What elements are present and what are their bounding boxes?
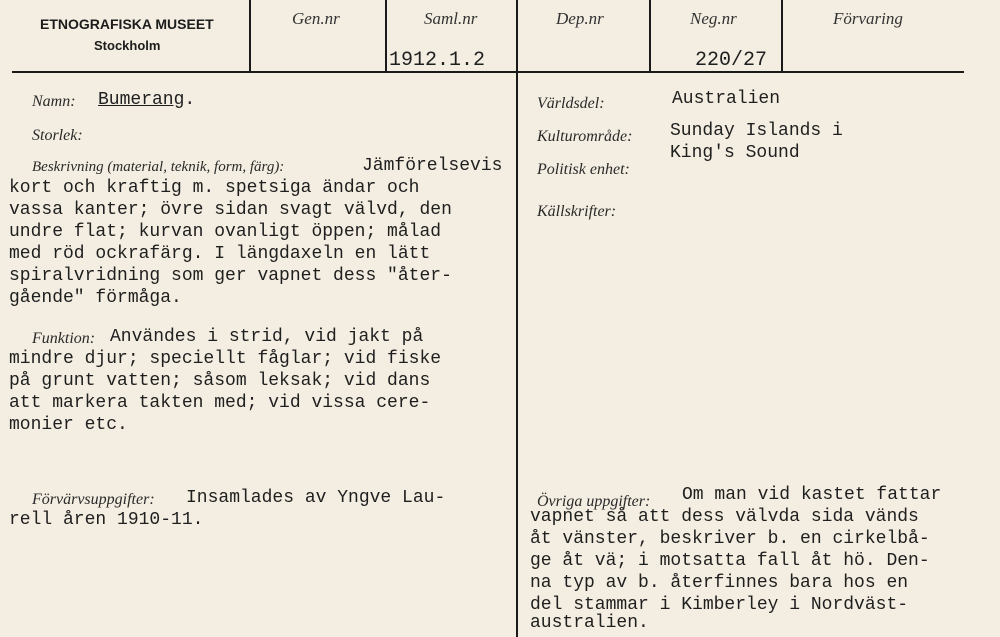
ovriga-line: del stammar i Kimberley i Nordväst- (530, 595, 909, 615)
header-forvaring-label: Förvaring (833, 9, 903, 28)
header-divider-4 (649, 0, 651, 72)
beskrivning-label: Beskrivning (material, teknik, form, färg): (32, 159, 285, 175)
header-saml-nr-label: Saml.nr (424, 9, 478, 28)
header-gen-nr-label: Gen.nr (292, 9, 340, 28)
kallskrifter-label: Källskrifter: (537, 203, 617, 220)
namn-text: Bumerang (98, 90, 185, 110)
ovriga-line: australien. (530, 613, 649, 633)
body-center-divider (516, 72, 518, 637)
beskrivning-line: vassa kanter; övre sidan svagt välvd, den (9, 200, 452, 220)
funktion-first-line: Användes i strid, vid jakt på (110, 327, 424, 347)
funktion-line: på grunt vatten; såsom leksak; vid dans (9, 371, 431, 391)
funktion-line: att markera takten med; vid vissa cere- (9, 393, 431, 413)
beskrivning-line: kort och kraftig m. spetsiga ändar och (9, 178, 420, 198)
funktion-label: Funktion: (32, 330, 96, 347)
header-divider-2 (385, 0, 387, 72)
header-divider-1 (249, 0, 251, 72)
saml-nr-value: 1912.1.2 (389, 49, 486, 72)
funktion-line: mindre djur; speciellt fåglar; vid fiske (9, 349, 442, 369)
kulturomrade-label: Kulturområde: (537, 128, 633, 145)
forvarv-label: Förvärvsuppgifter: (32, 491, 155, 508)
header-neg-nr-label: Neg.nr (690, 9, 737, 28)
museum-name: ETNOGRAFISKA MUSEET (40, 16, 214, 32)
namn-value (98, 89, 195, 111)
header-dep-nr-label: Dep.nr (556, 9, 604, 28)
ovriga-first-line: Om man vid kastet fattar (682, 485, 942, 505)
header-divider-3 (516, 0, 518, 72)
varldsdel-label: Världsdel: (537, 95, 605, 112)
politisk-enhet-label: Politisk enhet: (537, 161, 630, 178)
ovriga-label: Övriga uppgifter: (537, 493, 651, 510)
beskrivning-line: undre flat; kurvan ovanligt öppen; målad (9, 222, 442, 242)
header-bottom-rule (12, 71, 964, 73)
kulturomrade-value-line2: King's Sound (670, 143, 800, 163)
ovriga-line: na typ av b. återfinnes bara hos en (530, 573, 909, 593)
ovriga-line: åt vänster, beskriver b. en cirkelbå- (530, 529, 930, 549)
header-divider-5 (781, 0, 783, 72)
namn-label: Namn: (32, 93, 76, 110)
funktion-line: monier etc. (9, 415, 128, 435)
beskrivning-line: gående" förmåga. (9, 288, 182, 308)
varldsdel-value: Australien (672, 89, 781, 109)
neg-nr-value: 220/27 (695, 49, 768, 72)
storlek-label: Storlek: (32, 127, 83, 144)
namn-suffix: . (184, 90, 196, 110)
ovriga-line: ge åt vä; i motsatta fall åt hö. Den- (530, 551, 930, 571)
museum-city: Stockholm (94, 38, 161, 53)
beskrivning-line: spiralvridning som ger vapnet dess "åter- (9, 266, 452, 286)
beskrivning-first-line: Jämförelsevis (362, 156, 503, 176)
forvarv-first-line: Insamlades av Yngve Lau- (186, 488, 446, 508)
beskrivning-line: med röd ockrafärg. I längdaxeln en lätt (9, 244, 431, 264)
forvarv-line: rell åren 1910-11. (9, 510, 204, 530)
kulturomrade-value-line1: Sunday Islands i (670, 121, 843, 141)
ovriga-line: vapnet så att dess välvda sida vänds (530, 507, 919, 527)
